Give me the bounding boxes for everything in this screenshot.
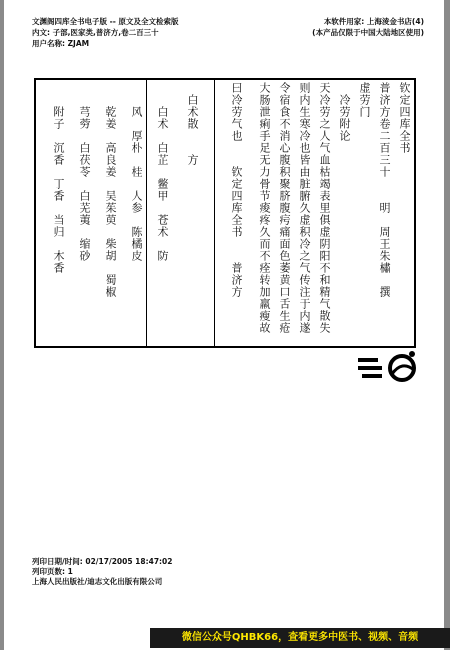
promo-banner: 微信公众号QHBK66，查看更多中医书、视频、音频 [150, 628, 450, 648]
text-column: 普济方卷二百三十 明 周王朱橚 撰 [378, 82, 391, 298]
publisher-logo-icon [356, 348, 418, 384]
text-column: 则内生寒冷也皆由脏腑久虚积冷之气传注于内遂 [298, 82, 311, 334]
text-column: 冷劳附论 [338, 82, 351, 142]
header-left [32, 16, 178, 49]
text-column: 曰冷劳气也 钦定四库全书 普济方 [230, 82, 243, 298]
header-region-line: (本产品仅限于中国大陆地区使用) [312, 28, 424, 37]
header-title-line: 文渊阁四库全书电子版 -- 原文及全文检索版 [32, 17, 179, 26]
text-frame [34, 78, 416, 348]
text-column: 白术散 方 [186, 82, 199, 166]
publisher-line: 上海人民出版社/迪志文化出版有限公司 [32, 577, 163, 586]
header-right [312, 16, 424, 38]
header-licensee-line: 本软件用家: 上海淩金书店(4) [323, 17, 424, 26]
text-column: 令宿食不消心腹积聚脐腹疞痛面色萎黄口舌生疮 [278, 82, 291, 334]
text-column: 天冷劳之人气血枯竭表里俱虚阴阳不和精气散失 [318, 82, 331, 334]
frame-divider [146, 80, 147, 346]
print-pages: 列印页数: 1 [32, 567, 73, 576]
header-content-line: 内文: 子部,医家类,普济方,卷二百三十 [32, 28, 159, 37]
text-column: 虚劳门 [358, 82, 371, 118]
header-user-line: 用户名称: ZJAM [32, 39, 90, 48]
document-page [4, 0, 444, 650]
print-time: 列印日期/时间: 02/17/2005 18:47:02 [32, 557, 173, 566]
text-column: 钦定四库全书 [398, 82, 411, 154]
frame-divider [214, 80, 215, 346]
text-column: 附子 沉香 丁香 当归 木香 [52, 82, 65, 274]
text-column: 风 厚朴 桂 人参 陈橘皮 [130, 82, 143, 262]
text-column: 大肠泄痢手足无力骨节痠疼久而不痊转加羸瘦故 [258, 82, 271, 334]
text-column: 乾姜 高良姜 吴茱萸 柴胡 蜀椒 [104, 82, 117, 298]
text-column: 白术 白芷 鳖甲 苍术 防 [156, 82, 169, 262]
text-column: 芎䓖 白茯苓 白芜荑 缩砂 [78, 82, 91, 262]
